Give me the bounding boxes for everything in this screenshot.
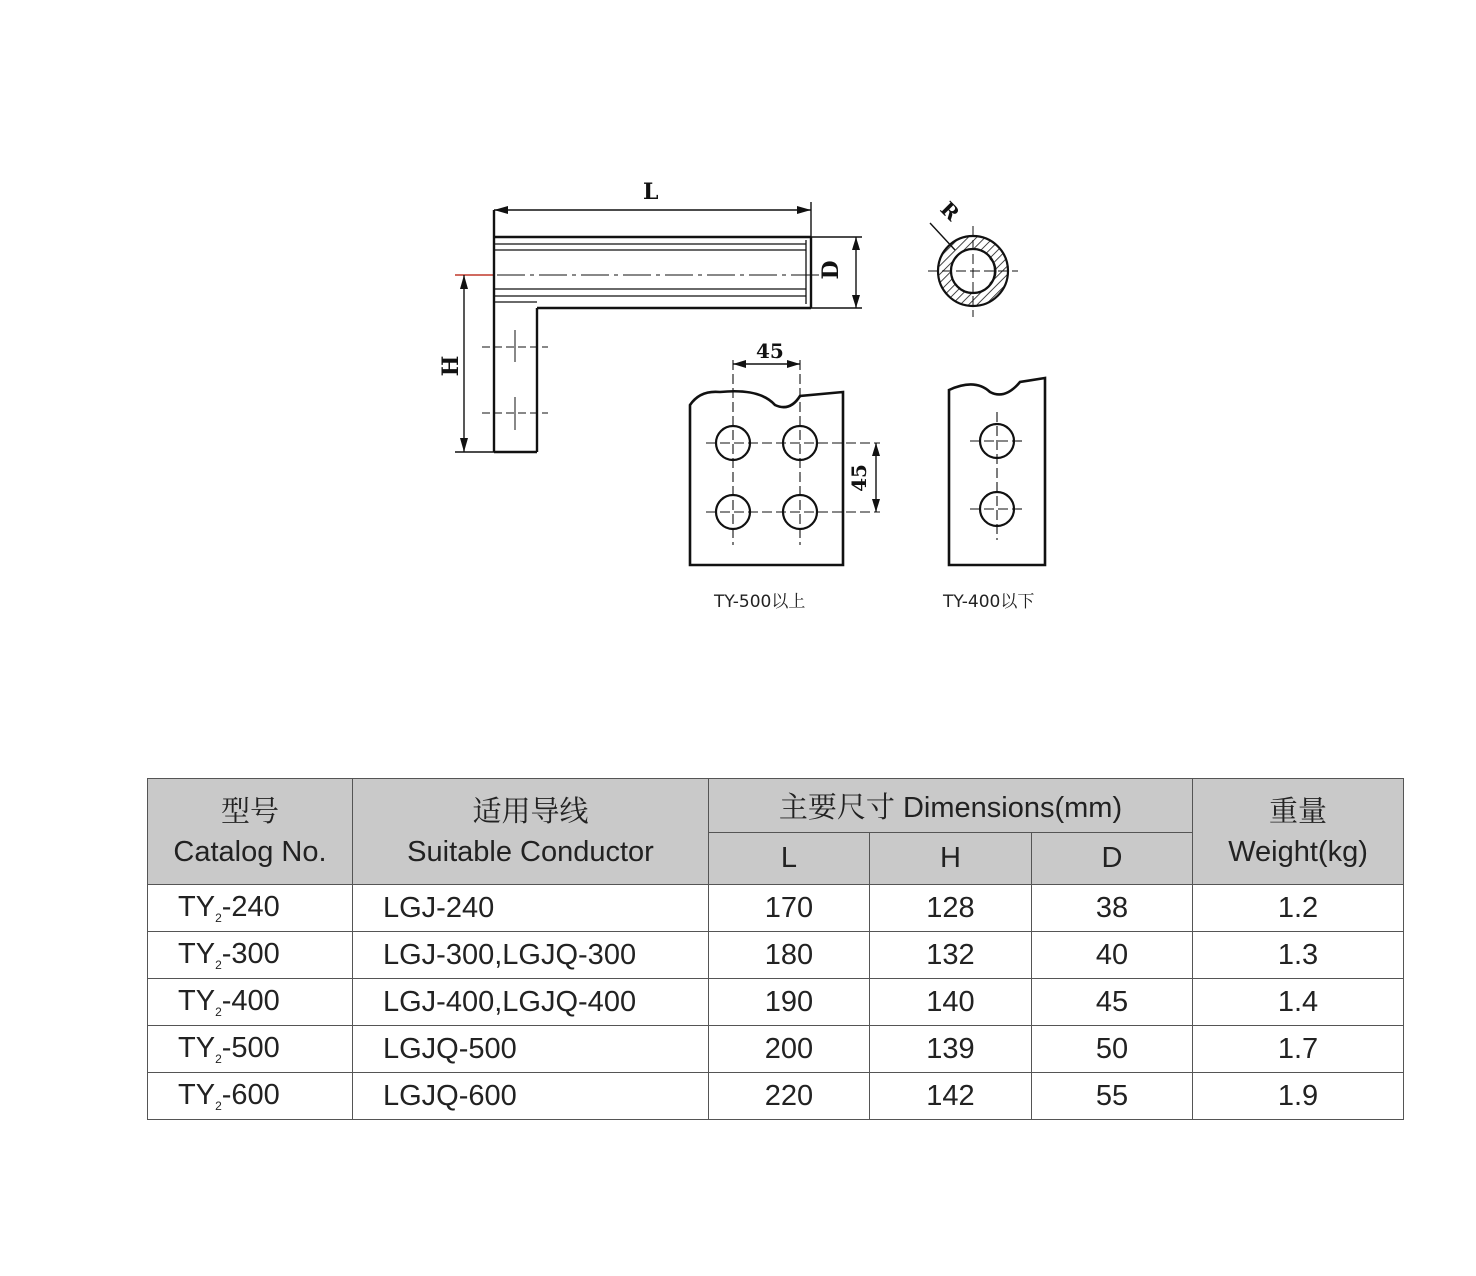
dim-h-cell: 140 — [870, 979, 1032, 1026]
catalog-suffix: -500 — [221, 1032, 280, 1064]
cropped-text-fragment — [147, 1156, 507, 1164]
caption-small-pad: TY-400以下 — [943, 592, 1035, 612]
catalog-sub: 2 — [215, 911, 222, 925]
catalog-prefix: TY — [178, 985, 216, 1017]
catalog-sub: 2 — [215, 1052, 222, 1066]
dim-l-cell: 170 — [709, 885, 870, 932]
weight-cell: 1.3 — [1193, 932, 1404, 979]
weight-cell: 1.7 — [1193, 1026, 1404, 1073]
header-catalog-cn: 型号 — [220, 795, 279, 828]
catalog-sub: 2 — [215, 1099, 222, 1113]
catalog-sub: 2 — [215, 1005, 222, 1019]
dim-l-cell: 220 — [709, 1073, 870, 1120]
small-pad-view — [949, 378, 1045, 565]
dim-l-cell: 180 — [709, 932, 870, 979]
header-dim-h: H — [870, 833, 1032, 885]
catalog-prefix: TY — [178, 1079, 216, 1111]
catalog-suffix: -600 — [221, 1079, 280, 1111]
dim-h-cell: 142 — [870, 1073, 1032, 1120]
catalog-prefix: TY — [178, 1032, 216, 1064]
catalog-cell — [148, 1026, 353, 1073]
header-conductor — [353, 779, 709, 885]
dim-d-cell: 55 — [1032, 1073, 1193, 1120]
dim-d-cell: 45 — [1032, 979, 1193, 1026]
dim-d-cell: 50 — [1032, 1026, 1193, 1073]
header-dim-d: D — [1032, 833, 1193, 885]
dim-h-cell: 139 — [870, 1026, 1032, 1073]
catalog-cell — [148, 885, 353, 932]
header-conductor-cn: 适用导线 — [472, 795, 589, 828]
side-view — [455, 202, 862, 452]
table-row — [148, 932, 1404, 979]
dim-d-cell: 40 — [1032, 932, 1193, 979]
conductor-cell: LGJQ-500 — [353, 1026, 709, 1073]
conductor-cell: LGJ-240 — [353, 885, 709, 932]
dim-l-cell: 190 — [709, 979, 870, 1026]
conductor-cell: LGJ-300,LGJQ-300 — [353, 932, 709, 979]
catalog-cell — [148, 932, 353, 979]
catalog-cell — [148, 1073, 353, 1120]
dim-label-45-vertical: 45 — [847, 464, 871, 492]
header-dimensions: 主要尺寸 Dimensions(mm) — [709, 779, 1193, 833]
caption-large-pad: TY-500以上 — [714, 592, 806, 612]
catalog-prefix: TY — [178, 938, 216, 970]
large-pad-view — [690, 360, 880, 565]
spec-table — [147, 778, 1404, 1120]
header-conductor-en: Suitable Conductor — [407, 835, 654, 868]
header-weight — [1193, 779, 1404, 885]
catalog-suffix: -400 — [221, 985, 280, 1017]
dim-label-45-horizontal: 45 — [756, 339, 784, 363]
header-dim-l: L — [709, 833, 870, 885]
header-catalog-en: Catalog No. — [173, 835, 327, 868]
weight-cell: 1.2 — [1193, 885, 1404, 932]
dim-label-d: D — [818, 260, 844, 280]
table-row — [148, 1073, 1404, 1120]
dim-l-cell: 200 — [709, 1026, 870, 1073]
dim-label-l: L — [643, 179, 659, 205]
catalog-suffix: -240 — [221, 891, 280, 923]
catalog-sub: 2 — [215, 958, 222, 972]
header-weight-en: Weight(kg) — [1228, 835, 1368, 868]
dim-label-r: R — [935, 196, 965, 226]
weight-cell: 1.9 — [1193, 1073, 1404, 1120]
catalog-suffix: -300 — [221, 938, 280, 970]
dim-h-cell: 128 — [870, 885, 1032, 932]
table-row — [148, 979, 1404, 1026]
header-catalog — [148, 779, 353, 885]
header-weight-cn: 重量 — [1269, 795, 1328, 828]
table-row — [148, 1026, 1404, 1073]
weight-cell: 1.4 — [1193, 979, 1404, 1026]
cross-section-view — [928, 223, 1018, 317]
table-row — [148, 885, 1404, 932]
dim-h-cell: 132 — [870, 932, 1032, 979]
dim-d-cell: 38 — [1032, 885, 1193, 932]
dim-label-h: H — [438, 355, 464, 377]
catalog-prefix: TY — [178, 891, 216, 923]
conductor-cell: LGJQ-600 — [353, 1073, 709, 1120]
catalog-cell — [148, 979, 353, 1026]
conductor-cell: LGJ-400,LGJQ-400 — [353, 979, 709, 1026]
